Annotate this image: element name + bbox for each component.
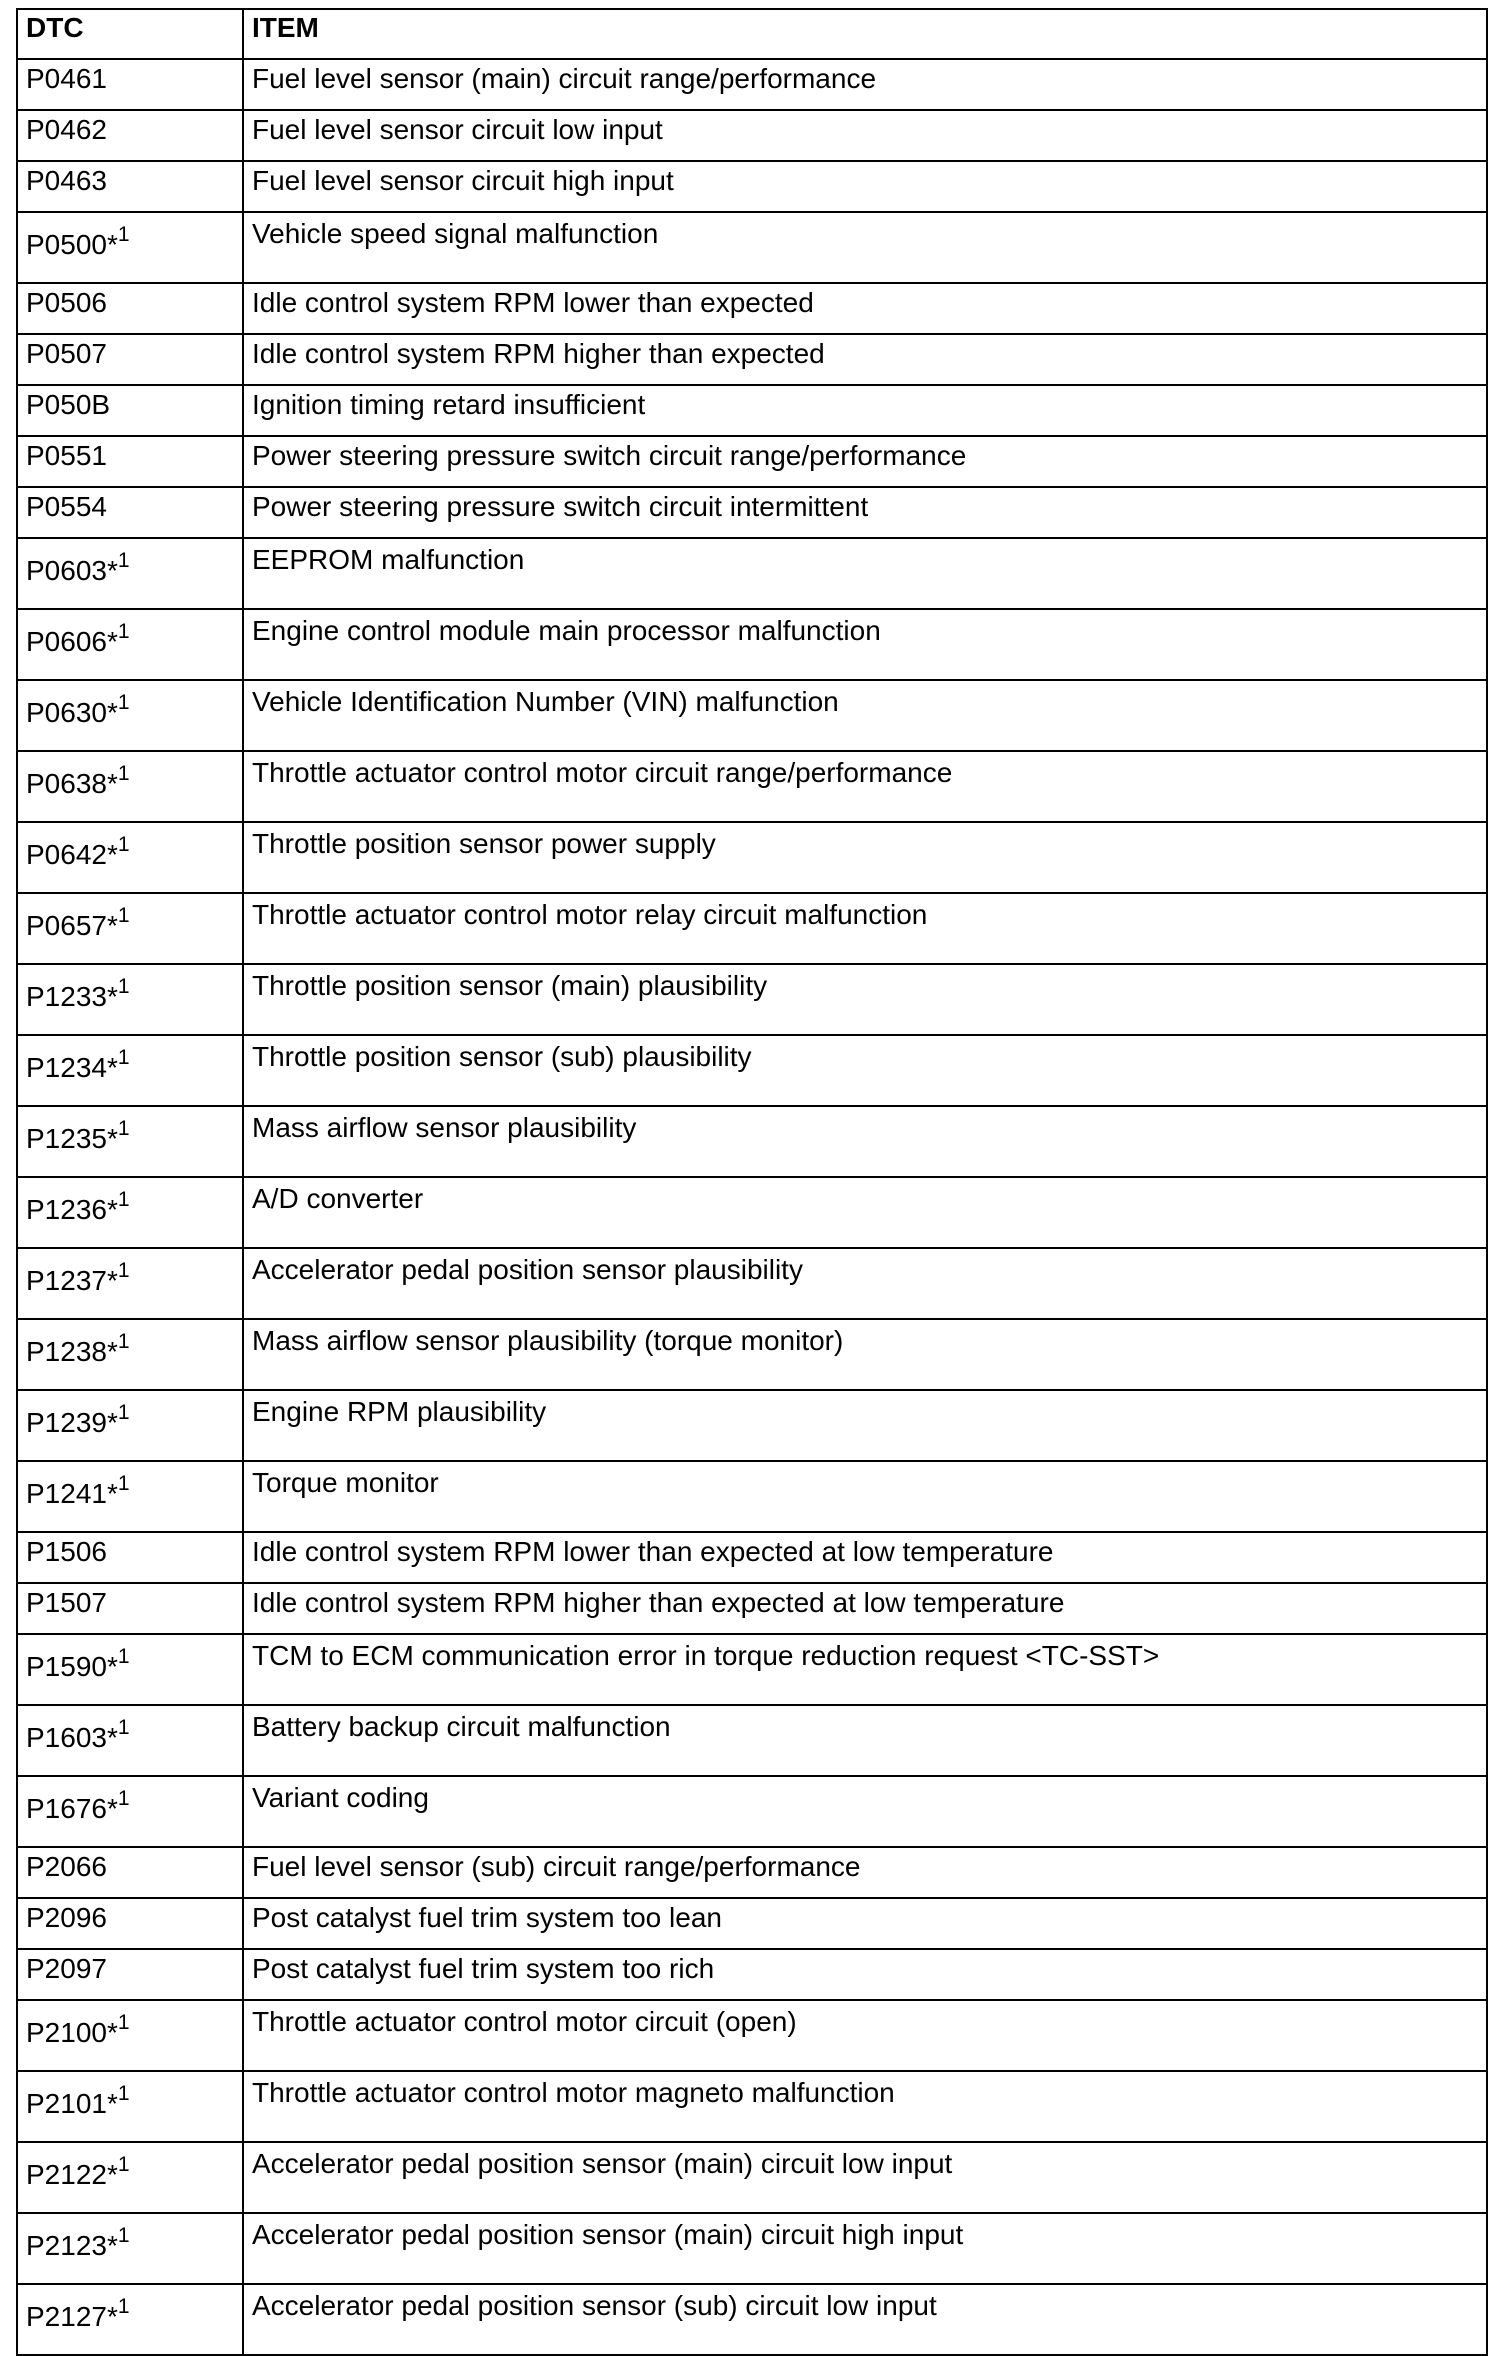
dtc-code-cell <box>17 2213 243 2284</box>
table-row <box>17 1949 1487 2000</box>
footnote-marker: 1 <box>117 832 130 856</box>
dtc-code: P0642* <box>26 839 118 870</box>
dtc-code-cell <box>17 1949 243 2000</box>
table-row <box>17 1898 1487 1949</box>
dtc-code: P1236* <box>26 1194 118 1225</box>
dtc-description: Accelerator pedal position sensor (main) circuit low input <box>243 2142 1487 2213</box>
dtc-code-cell <box>17 2142 243 2213</box>
dtc-code-cell <box>17 59 243 110</box>
dtc-code-cell <box>17 1898 243 1949</box>
table-row <box>17 487 1487 538</box>
table-row <box>17 1583 1487 1634</box>
header-row <box>17 9 1487 59</box>
table-row <box>17 2284 1487 2355</box>
table-row <box>17 1776 1487 1847</box>
dtc-description: Mass airflow sensor plausibility (torque monitor) <box>243 1319 1487 1390</box>
dtc-description: Variant coding <box>243 1776 1487 1847</box>
dtc-description: Power steering pressure switch circuit intermittent <box>243 487 1487 538</box>
dtc-code: P2097 <box>26 1953 107 1984</box>
dtc-description: Throttle position sensor (sub) plausibility <box>243 1035 1487 1106</box>
table-row <box>17 436 1487 487</box>
table-row <box>17 1461 1487 1532</box>
dtc-code: P0507 <box>26 338 107 369</box>
dtc-description: Throttle actuator control motor magneto malfunction <box>243 2071 1487 2142</box>
table-row <box>17 161 1487 212</box>
dtc-code: P1239* <box>26 1407 118 1438</box>
table-row <box>17 2142 1487 2213</box>
dtc-code-cell <box>17 1532 243 1583</box>
dtc-description: Throttle actuator control motor circuit range/performance <box>243 751 1487 822</box>
table-row <box>17 385 1487 436</box>
dtc-description: Throttle actuator control motor relay circuit malfunction <box>243 893 1487 964</box>
dtc-code-cell <box>17 964 243 1035</box>
footnote-marker: 1 <box>117 1400 130 1424</box>
dtc-code: P2101* <box>26 2088 118 2119</box>
dtc-code-cell <box>17 283 243 334</box>
dtc-code-cell <box>17 1705 243 1776</box>
dtc-code: P2066 <box>26 1851 107 1882</box>
footnote-marker: 1 <box>117 222 130 246</box>
footnote-marker: 1 <box>117 2152 130 2176</box>
header-dtc: DTC <box>17 9 243 59</box>
dtc-code-cell <box>17 822 243 893</box>
table-row <box>17 1390 1487 1461</box>
dtc-code-cell <box>17 385 243 436</box>
dtc-code: P1237* <box>26 1265 118 1296</box>
dtc-description: Idle control system RPM higher than expected at low temperature <box>243 1583 1487 1634</box>
dtc-code: P0462 <box>26 114 107 145</box>
dtc-code: P1233* <box>26 981 118 1012</box>
footnote-marker: 1 <box>117 619 130 643</box>
dtc-description: Fuel level sensor (main) circuit range/performance <box>243 59 1487 110</box>
table-row <box>17 538 1487 609</box>
table-row <box>17 680 1487 751</box>
dtc-code: P0630* <box>26 697 118 728</box>
table-row <box>17 964 1487 1035</box>
dtc-code-cell <box>17 1776 243 1847</box>
dtc-code: P0551 <box>26 440 107 471</box>
dtc-code-cell <box>17 436 243 487</box>
table-row <box>17 2213 1487 2284</box>
dtc-code-cell <box>17 2000 243 2071</box>
dtc-description: Post catalyst fuel trim system too lean <box>243 1898 1487 1949</box>
dtc-code: P1241* <box>26 1478 118 1509</box>
dtc-description: Post catalyst fuel trim system too rich <box>243 1949 1487 2000</box>
dtc-description: Engine control module main processor malfunction <box>243 609 1487 680</box>
footnote-marker: 1 <box>117 903 130 927</box>
dtc-code: P1506 <box>26 1536 107 1567</box>
footnote-marker: 1 <box>117 1258 130 1282</box>
dtc-code-cell <box>17 1583 243 1634</box>
dtc-description: TCM to ECM communication error in torque reduction request <TC-SST> <box>243 1634 1487 1705</box>
dtc-description: Accelerator pedal position sensor (main) circuit high input <box>243 2213 1487 2284</box>
dtc-description: Torque monitor <box>243 1461 1487 1532</box>
dtc-description: Vehicle speed signal malfunction <box>243 212 1487 283</box>
dtc-code: P0461 <box>26 63 107 94</box>
dtc-code-cell <box>17 751 243 822</box>
dtc-code-cell <box>17 1035 243 1106</box>
dtc-code: P1676* <box>26 1793 118 1824</box>
dtc-code: P0554 <box>26 491 107 522</box>
dtc-code-cell <box>17 609 243 680</box>
dtc-code-cell <box>17 1319 243 1390</box>
footnote-marker: 1 <box>117 1045 130 1069</box>
table-row <box>17 212 1487 283</box>
dtc-code: P0506 <box>26 287 107 318</box>
footnote-marker: 1 <box>117 1471 130 1495</box>
dtc-description: Engine RPM plausibility <box>243 1390 1487 1461</box>
table-row <box>17 59 1487 110</box>
dtc-description: Idle control system RPM lower than expected <box>243 283 1487 334</box>
dtc-code: P2096 <box>26 1902 107 1933</box>
dtc-description: Fuel level sensor circuit low input <box>243 110 1487 161</box>
dtc-code-cell <box>17 212 243 283</box>
table-row <box>17 893 1487 964</box>
dtc-description: Mass airflow sensor plausibility <box>243 1106 1487 1177</box>
table-row <box>17 2000 1487 2071</box>
footnote-marker: 1 <box>117 2223 130 2247</box>
dtc-description: Accelerator pedal position sensor (sub) circuit low input <box>243 2284 1487 2355</box>
dtc-code-cell <box>17 1847 243 1898</box>
dtc-code: P2122* <box>26 2159 118 2190</box>
dtc-code: P050B <box>26 389 111 420</box>
dtc-code-cell <box>17 2284 243 2355</box>
dtc-code-cell <box>17 334 243 385</box>
dtc-code: P2123* <box>26 2230 118 2261</box>
dtc-description: Ignition timing retard insufficient <box>243 385 1487 436</box>
footnote-marker: 1 <box>117 1786 130 1810</box>
table-row <box>17 609 1487 680</box>
table-body <box>17 59 1487 2355</box>
footnote-marker: 1 <box>117 1715 130 1739</box>
footnote-marker: 1 <box>117 974 130 998</box>
dtc-code-cell <box>17 2071 243 2142</box>
dtc-description: Power steering pressure switch circuit range/performance <box>243 436 1487 487</box>
table-row <box>17 2071 1487 2142</box>
dtc-code: P2127* <box>26 2301 118 2332</box>
dtc-code: P1603* <box>26 1722 118 1753</box>
dtc-code: P1234* <box>26 1052 118 1083</box>
table-row <box>17 1847 1487 1898</box>
table-row <box>17 1532 1487 1583</box>
dtc-code: P0638* <box>26 768 118 799</box>
table-row <box>17 1177 1487 1248</box>
dtc-code-cell <box>17 1248 243 1319</box>
dtc-code-cell <box>17 487 243 538</box>
table-row <box>17 283 1487 334</box>
table-row <box>17 334 1487 385</box>
table-row <box>17 1319 1487 1390</box>
footnote-marker: 1 <box>117 1187 130 1211</box>
dtc-code: P0463 <box>26 165 107 196</box>
dtc-code-cell <box>17 1390 243 1461</box>
footnote-marker: 1 <box>117 1644 130 1668</box>
dtc-table <box>16 8 1488 2356</box>
dtc-description: Fuel level sensor (sub) circuit range/performance <box>243 1847 1487 1898</box>
dtc-description: Throttle position sensor (main) plausibility <box>243 964 1487 1035</box>
dtc-code: P0606* <box>26 626 118 657</box>
dtc-code-cell <box>17 1177 243 1248</box>
table-row <box>17 1634 1487 1705</box>
dtc-code-cell <box>17 110 243 161</box>
dtc-code: P1238* <box>26 1336 118 1367</box>
table-row <box>17 1248 1487 1319</box>
dtc-code-cell <box>17 1461 243 1532</box>
dtc-code: P0657* <box>26 910 118 941</box>
dtc-code: P1507 <box>26 1587 107 1618</box>
dtc-code: P1235* <box>26 1123 118 1154</box>
dtc-code-cell <box>17 1106 243 1177</box>
dtc-description: EEPROM malfunction <box>243 538 1487 609</box>
footnote-marker: 1 <box>117 1116 130 1140</box>
footnote-marker: 1 <box>117 548 130 572</box>
dtc-code-cell <box>17 161 243 212</box>
dtc-code: P0500* <box>26 229 118 260</box>
dtc-description: Throttle position sensor power supply <box>243 822 1487 893</box>
dtc-code-cell <box>17 893 243 964</box>
dtc-description: Battery backup circuit malfunction <box>243 1705 1487 1776</box>
footnote-marker: 1 <box>117 761 130 785</box>
dtc-description: Fuel level sensor circuit high input <box>243 161 1487 212</box>
footnote-marker: 1 <box>117 2010 130 2034</box>
table-row <box>17 751 1487 822</box>
footnote-marker: 1 <box>117 690 130 714</box>
table-row <box>17 822 1487 893</box>
dtc-description: Idle control system RPM lower than expected at low temperature <box>243 1532 1487 1583</box>
dtc-description: A/D converter <box>243 1177 1487 1248</box>
dtc-description: Accelerator pedal position sensor plausibility <box>243 1248 1487 1319</box>
dtc-description: Throttle actuator control motor circuit (open) <box>243 2000 1487 2071</box>
dtc-code: P1590* <box>26 1651 118 1682</box>
dtc-code-cell <box>17 1634 243 1705</box>
dtc-description: Vehicle Identification Number (VIN) malfunction <box>243 680 1487 751</box>
dtc-code: P0603* <box>26 555 118 586</box>
dtc-description: Idle control system RPM higher than expected <box>243 334 1487 385</box>
table-row <box>17 1705 1487 1776</box>
footnote-marker: 1 <box>117 1329 130 1353</box>
dtc-code-cell <box>17 680 243 751</box>
table-row <box>17 110 1487 161</box>
footnote-marker: 1 <box>117 2294 130 2318</box>
header-item: ITEM <box>243 9 1487 59</box>
dtc-code: P2100* <box>26 2017 118 2048</box>
table-row <box>17 1106 1487 1177</box>
table-row <box>17 1035 1487 1106</box>
dtc-code-cell <box>17 538 243 609</box>
footnote-marker: 1 <box>117 2081 130 2105</box>
